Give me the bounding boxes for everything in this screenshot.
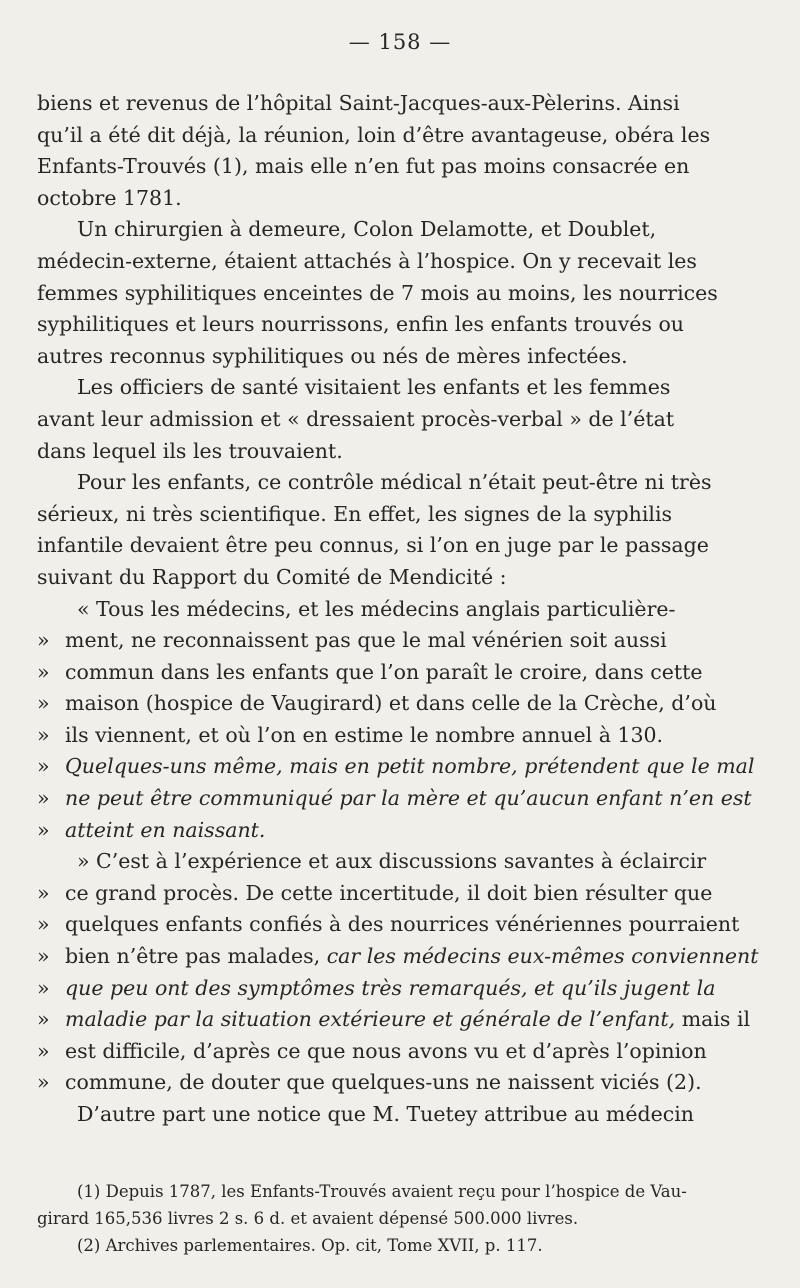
quote-line: » Quelques-uns même, mais en petit nombre, prétendent que le mal xyxy=(37,751,764,783)
quote-line: » commun dans les enfants que l’on paraît le croire, dans cette xyxy=(37,657,764,689)
quote-mark: » xyxy=(37,628,50,653)
quote-line: « Tous les médecins, et les médecins anglais particulière- xyxy=(77,596,676,621)
quote-paragraph-1 xyxy=(37,594,764,847)
text-line: octobre 1781. xyxy=(37,185,182,210)
text-line: Enfants-Trouvés (1), mais elle n’en fut pas moins consacrée en xyxy=(37,154,690,179)
paragraph-3 xyxy=(37,372,764,467)
paragraph-1 xyxy=(37,88,764,214)
quote-line: » quelques enfants confiés à des nourrices vénériennes pourraient xyxy=(37,909,764,941)
quote-mark: » xyxy=(37,1007,50,1032)
quote-mark: » xyxy=(37,691,50,716)
quote-mark: » xyxy=(37,754,50,779)
quote-mark: » xyxy=(37,975,50,1000)
paragraph-2 xyxy=(37,214,764,372)
footnotes xyxy=(37,1178,764,1259)
quote-line: » ils viennent, et où l’on en estime le nombre annuel à 130. xyxy=(37,720,764,752)
quote-line: » commune, de douter que quelques-uns ne naissent viciés (2). xyxy=(37,1067,764,1099)
text-line: dans lequel ils les trouvaient. xyxy=(37,438,343,463)
quote-mark: » xyxy=(37,880,50,905)
quote-line: » est difficile, d’après ce que nous avons vu et d’après l’opinion xyxy=(37,1036,764,1068)
text-line: biens et revenus de l’hôpital Saint-Jacques-aux-Pèlerins. Ainsi xyxy=(37,91,680,115)
quote-line: » maladie par la situation extérieure et générale de l’enfant, mais il xyxy=(37,1004,764,1036)
footnote-1: (1) Depuis 1787, les Enfants-Trouvés avaient reçu pour l’hospice de Vau- xyxy=(77,1182,687,1201)
quote-mark: » xyxy=(37,786,50,811)
paragraph-4 xyxy=(37,467,764,593)
text-line: qu’il a été dit déjà, la réunion, loin d’être avantageuse, obéra les xyxy=(37,122,711,147)
quote-line: » maison (hospice de Vaugirard) et dans celle de la Crèche, d’où xyxy=(37,688,764,720)
quote-mark: » xyxy=(37,912,50,937)
quote-line: » C’est à l’expérience et aux discussions savantes à éclaircir xyxy=(77,849,707,874)
quote-mark: » xyxy=(37,722,50,747)
text-line: infantile devaient être peu connus, si l’on en juge par le passage xyxy=(37,533,709,558)
quote-mark: » xyxy=(37,1038,50,1063)
text-line: femmes syphilitiques enceintes de 7 mois au moins, les nourrices xyxy=(37,280,718,305)
text-line: Pour les enfants, ce contrôle médical n’était peut-être ni très xyxy=(77,470,712,495)
quote-line: » atteint en naissant. xyxy=(37,815,764,847)
text-line: autres reconnus syphilitiques ou nés de mères infectées. xyxy=(37,343,628,368)
quote-mark: » xyxy=(37,944,50,969)
quote-mark: » xyxy=(37,659,50,684)
quote-line: » bien n’être pas malades, car les médecins eux-mêmes conviennent xyxy=(37,941,764,973)
quote-line: » ne peut être communiqué par la mère et qu’aucun enfant n’en est xyxy=(37,783,764,815)
quote-line: » que peu ont des symptômes très remarqués, et qu’ils jugent la xyxy=(37,973,764,1005)
text-line: sérieux, ni très scientifique. En effet, les signes de la syphilis xyxy=(37,501,673,526)
quote-mark: » xyxy=(37,1070,50,1095)
text-line: suivant du Rapport du Comité de Mendicité : xyxy=(37,564,507,589)
page-number: — 158 — xyxy=(348,30,452,54)
text-line: Un chirurgien à demeure, Colon Delamotte, et Doublet, xyxy=(77,217,657,242)
quote-paragraph-2 xyxy=(37,846,764,1099)
text-line: avant leur admission et « dressaient procès-verbal » de l’état xyxy=(37,406,675,431)
text-line: syphilitiques et leurs nourrissons, enfin les enfants trouvés ou xyxy=(37,312,684,337)
text-line: D’autre part une notice que M. Tuetey attribue au médecin xyxy=(77,1102,694,1126)
quote-line: » ment, ne reconnaissent pas que le mal vénérien soit aussi xyxy=(37,625,764,657)
body-text xyxy=(37,88,764,1131)
quote-mark: » xyxy=(37,817,50,842)
footnote-1-continued: girard 165,536 livres 2 s. 6 d. et avaient dépensé 500.000 livres. xyxy=(37,1209,579,1228)
footnote-2: (2) Archives parlementaires. Op. cit, Tome XVII, p. 117. xyxy=(77,1236,543,1255)
paragraph-5 xyxy=(37,1099,764,1131)
text-line: médecin-externe, étaient attachés à l’hospice. On y recevait les xyxy=(37,248,697,273)
text-line: Les officiers de santé visitaient les enfants et les femmes xyxy=(77,375,671,400)
quote-line: » ce grand procès. De cette incertitude, il doit bien résulter que xyxy=(37,878,764,910)
